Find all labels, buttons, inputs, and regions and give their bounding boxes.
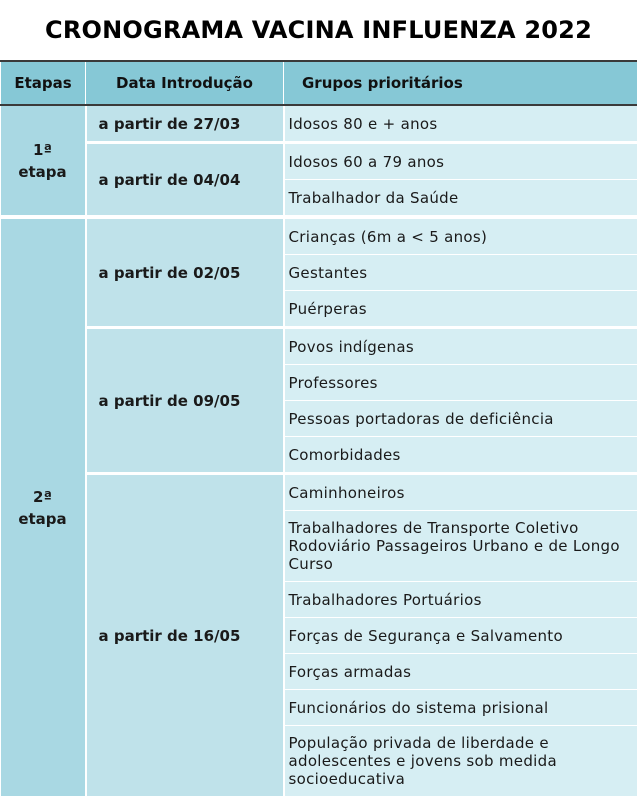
group-cell: Idosos 60 a 79 anos — [284, 143, 637, 180]
stage-2-cell — [1, 217, 86, 797]
table-row — [1, 328, 637, 365]
table-row — [1, 217, 637, 255]
group-cell: Caminhoneiros — [284, 474, 637, 511]
group-cell: Crianças (6m a < 5 anos) — [284, 217, 637, 255]
header-groups: Grupos prioritários — [284, 61, 637, 105]
group-cell: Trabalhador da Saúde — [284, 180, 637, 218]
group-cell: Trabalhadores Portuários — [284, 582, 637, 618]
group-cell: Povos indígenas — [284, 328, 637, 365]
header-date: Data Introdução — [86, 61, 284, 105]
date-cell: a partir de 04/04 — [86, 143, 284, 218]
stage-label: etapa — [18, 509, 67, 528]
stage-number: 1ª — [33, 140, 52, 159]
vaccination-schedule-table — [0, 60, 637, 797]
table-row — [1, 474, 637, 511]
table-row — [1, 105, 637, 143]
date-cell: a partir de 09/05 — [86, 328, 284, 474]
page-title: CRONOGRAMA VACINA INFLUENZA 2022 — [45, 16, 592, 44]
table-row — [1, 143, 637, 180]
group-cell: Forças de Segurança e Salvamento — [284, 618, 637, 654]
group-cell: Professores — [284, 365, 637, 401]
group-cell: Puérperas — [284, 291, 637, 328]
group-cell: Comorbidades — [284, 437, 637, 474]
group-cell: População privada de liberdade e adolescentes e jovens sob medida socioeducativa — [284, 726, 637, 797]
group-cell: Funcionários do sistema prisional — [284, 690, 637, 726]
group-cell: Forças armadas — [284, 654, 637, 690]
header-row — [1, 61, 637, 105]
stage-number: 2ª — [33, 487, 52, 506]
stage-1-cell — [1, 105, 86, 217]
date-cell: a partir de 02/05 — [86, 217, 284, 328]
stage-label: etapa — [18, 162, 67, 181]
date-cell: a partir de 27/03 — [86, 105, 284, 143]
group-cell: Trabalhadores de Transporte Coletivo Rodoviário Passageiros Urbano e de Longo Curso — [284, 511, 637, 582]
group-cell: Gestantes — [284, 255, 637, 291]
date-cell: a partir de 16/05 — [86, 474, 284, 797]
header-stage: Etapas — [1, 61, 86, 105]
group-cell: Pessoas portadoras de deficiência — [284, 401, 637, 437]
group-cell: Idosos 80 e + anos — [284, 105, 637, 143]
